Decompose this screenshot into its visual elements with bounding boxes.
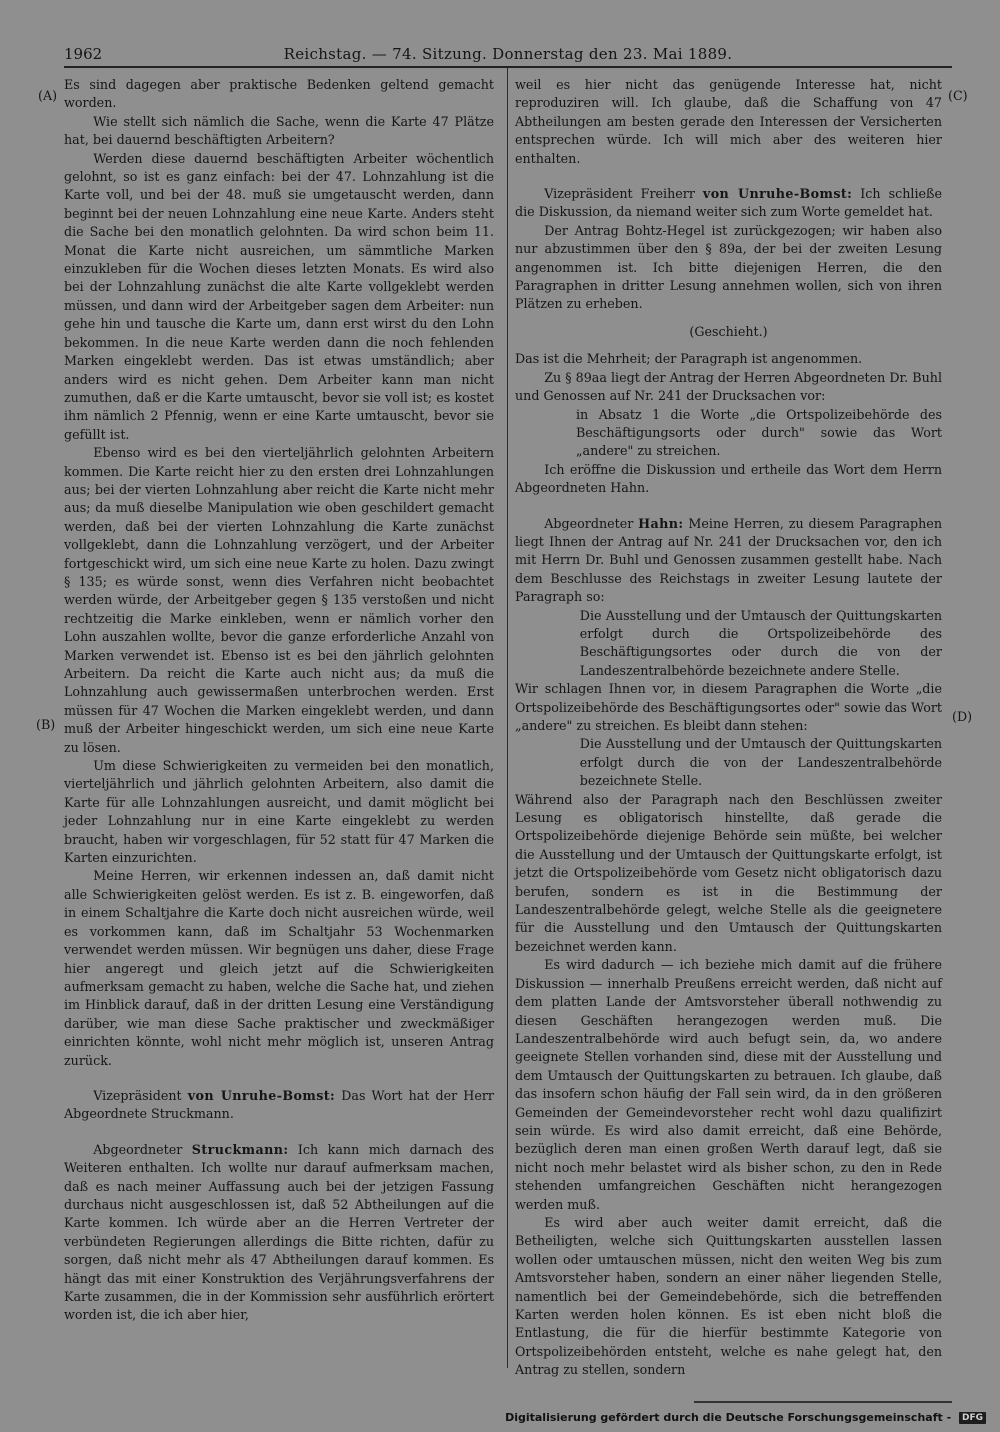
speaker-name: Struckmann: <box>191 1141 289 1157</box>
paragraph: Zu § 89aa liegt der Antrag der Herren Abgeordneten Dr. Buhl und Genossen auf Nr. 241 der Drucksachen vor: <box>515 369 942 404</box>
speaker-name: von Unruhe-Bomst: <box>187 1087 336 1103</box>
speaker-prefix: Vizepräsident <box>93 1087 182 1103</box>
dfg-logo-icon: DFG <box>959 1412 986 1424</box>
footer-text: Digitalisierung gefördert durch die Deutsche Forschungsgemeinschaft - <box>505 1411 952 1424</box>
speech-text: Meine Herren, zu diesem Paragraphen liegt Ihnen der Antrag auf Nr. 241 der Drucksachen vor, den ich mit Herrn Dr. Buhl und Genossen zusammen gestellt habe. Nach dem Beschlusse des Reichstags in zweiter Lesung lautete der Paragraph so: <box>515 515 942 605</box>
speaker-name: Hahn: <box>638 515 684 531</box>
speech-text: Ich schließe die Diskussion, da niemand weiter sich zum Worte gemeldet hat. <box>515 186 942 220</box>
speaker-prefix: Abgeordneter <box>93 1141 183 1157</box>
speaker-name: von Unruhe-Bomst: <box>702 186 853 202</box>
stage-direction: (Geschieht.) <box>689 323 768 339</box>
law-quote: Die Ausstellung und der Umtausch der Quittungskarten erfolgt durch die von der Landeszentralbehörde bezeichnete Stelle. <box>579 736 942 789</box>
paragraph: Wie stellt sich nämlich die Sache, wenn die Karte 47 Plätze hat, bei dauernd beschäftigten Arbeitern? <box>64 113 494 148</box>
speaker-prefix: Abgeordneter <box>544 515 634 531</box>
motion-quote: in Absatz 1 die Worte „die Ortspolizeibehörde des Beschäftigungsorts oder durch" sowie das Wort „andere" zu streichen. <box>575 406 942 459</box>
speaker-prefix: Vizepräsident Freiherr <box>544 186 695 202</box>
paragraph: Ich eröffne die Diskussion und ertheile das Wort dem Herrn Abgeordneten Hahn. <box>515 461 942 496</box>
paragraph: Der Antrag Bohtz-Hegel ist zurückgezogen; wir haben also nur abzustimmen über den § 89a, der bei der zweiten Lesung angenommen ist. Ich bitte diejenigen Herren, die den Paragraphen in dritter Lesung annehmen wollen, sich von ihren Plätzen zu erheben. <box>515 222 942 312</box>
speaker-paragraph-vizepraesident <box>64 1087 494 1124</box>
speech-text: Ich kann mich darnach des Weiteren enthalten. Ich wollte nur darauf aufmerksam machen, daß es nach meiner Auffassung auch bei der jetzigen Fassung durchaus nicht ausgeschlossen ist, daß 52 Abtheilungen auf die Karte kommen. Ich würde aber an die Herren Vertreter der verbündeten Regierungen allerdings die Bitte richten, dafür zu sorgen, daß nicht mehr als 47 Abtheilungen darauf kommen. Es hängt das mit einer Konstruktion des Verjährungsverfahrens der Karte zusammen, die in der Kommission sehr ausführlich erörtert worden ist, die ich aber hier, <box>64 1141 494 1323</box>
paragraph: Während also der Paragraph nach den Beschlüssen zweiter Lesung es obligatorisch hinstellte, daß gerade die Ortspolizeibehörde diejenige Behörde sein müßte, bei welcher die Ausstellung und der Umtausch der Quittungskarte erfolgt, ist jetzt die Ortspolizeibehörde vom Gesetz nicht obligatorisch dazu berufen, sondern es ist in die Bestimmung der Landeszentralbehörde gelegt, welche Stelle als die geeignetere für die Ausstellung und den Umtausch der Quittungskarten bezeichnet werden kann. <box>515 791 942 954</box>
speaker-paragraph-struckmann <box>64 1141 494 1325</box>
paragraph: Wir schlagen Ihnen vor, in diesem Paragraphen die Worte „die Ortspolizeibehörde des Beschäftigungsortes oder" sowie das Wort „andere" zu streichen. Es bleibt dann stehen: <box>515 681 942 733</box>
paragraph: Um diese Schwierigkeiten zu vermeiden bei den monatlich, vierteljährlich und jährlich gelohnten Arbeitern, also damit die Karte für alle Lohnzahlungen ausreicht, und damit möglicht bei jeder Lohnzahlung nur in eine Karte eingeklebt zu werden braucht, haben wir vorgeschlagen, für 52 statt für 47 Marken die Karten einzurichten. <box>64 758 494 866</box>
paragraph: Ebenso wird es bei den vierteljährlich gelohnten Arbeitern kommen. Die Karte reicht hier zu den ersten drei Lohnzahlungen aus; bei der vierten Lohnzahlung aber reicht die Karte nicht mehr aus; da muß dieselbe Manipulation wie oben geschildert gemacht werden, daß bei der vierten Lohnzahlung die Karte zunächst vollgeklebt, dann die Lohnzahlung verzögert, und der Arbeiter fortgeschickt wird, um sich eine neue Karte zu holen. Dazu zwingt § 135; es würde sonst, wenn dies Verfahren nicht beobachtet werden würde, der Arbeitgeber gegen § 135 verstoßen und nicht rechtzeitig die Marke einkleben, wenn er nämlich vorher den Lohn auszahlen wollte, bevor die ganze erforderliche Anzahl von Marken verwendet ist. Ebenso ist es bei den jährlich gelohnten Arbeitern. Da reicht die Karte auch nicht aus; da muß die Lohnzahlung auch gewissermaßen unterbrochen werden. Erst müssen für 47 Wochen die Marken eingeklebt werden, und dann muß der Arbeiter hingeschickt werden, um sich eine neue Karte zu lösen. <box>64 445 494 755</box>
paragraph: Werden diese dauernd beschäftigten Arbeiter wöchentlich gelohnt, so ist es ganz einfach: bei der 47. Lohnzahlung ist die Karte voll, und bei der 48. muß sie umgetauscht werden, dann beginnt bei der neuen Lohnzahlung eine neue Karte. Anders steht die Sache bei den monatlich gelohnten. Da wird schon beim 11. Monat die Karte nicht ausreichen, um sämmtliche Marken einzukleben für die Wochen dieses letzten Monats. Es wird also bei der Lohnzahlung zunächst die alte Karte vollgeklebt werden müssen, und dann wird der Arbeitgeber sagen dem Arbeiter: nun gehe hin und tausche die Karte um, dann erst wirst du den Lohn bekommen. In die neue Karte werden dann die noch fehlenden Marken eingeklebt werden. Das ist etwas umständlich; aber anders wird es nicht gehen. Dem Arbeiter kann man nicht zumuthen, daß er die Karte umtauscht, bevor sie voll ist; es kostet ihm nämlich 2 Pfennig, wenn er eine Karte umtauscht, bevor sie gefüllt ist. <box>64 150 494 442</box>
column-divider <box>507 68 508 1368</box>
footer-credit <box>505 1409 986 1427</box>
paragraph: Das ist die Mehrheit; der Paragraph ist angenommen. <box>515 351 863 367</box>
speech-text: Das Wort hat der Herr Abgeordnete Struckmann. <box>64 1087 494 1122</box>
margin-marker-c: (C) <box>948 88 968 103</box>
page-header <box>64 42 952 66</box>
margin-marker-d: (D) <box>952 709 973 724</box>
law-quote: Die Ausstellung und der Umtausch der Quittungskarten erfolgt durch die Ortspolizeibehörde des Beschäftigungsortes oder durch die von der Landeszentralbehörde bezeichnete andere Stelle. <box>579 607 942 678</box>
page-title: Reichstag. — 74. Sitzung. Donnerstag den 23. Mai 1889. <box>283 45 733 63</box>
margin-marker-b: (B) <box>36 717 56 732</box>
page-number: 1962 <box>64 45 103 63</box>
paragraph: Es wird dadurch — ich beziehe mich damit auf die frühere Diskussion — innerhalb Preußens erreicht werden, daß nicht auf dem platten Lande der Amtsvorsteher überall nothwendig zu diesen Geschäften herangezogen werden muß. Die Landeszentralbehörde wird auch befugt sein, da, wo andere geeignete Stellen vorhanden sind, diese mit der Ausstellung und dem Umtausch der Quittungskarten zu betrauen. Ich glaube, daß das insofern schon häufig der Fall sein wird, da in den größeren Gemeinden der Gemeindevorsteher recht wohl dazu qualifizirt sein würde. Es wird also damit erreicht, daß eine Behörde, bezüglich deren man einen großen Werth darauf legt, daß sie nicht noch mehr belastet wird als bisher schon, zu den in Rede stehenden umfangreichen Geschäften nicht herangezogen werden muß. <box>515 957 942 1212</box>
speaker-paragraph-hahn <box>515 515 942 607</box>
paragraph: Es wird aber auch weiter damit erreicht, daß die Betheiligten, welche sich Quittungskarten ausstellen lassen wollen oder umtauschen müssen, nicht den weiten Weg bis zum Amtsvorsteher haben, sondern an einer näher liegenden Stelle, namentlich bei der Gemeindebehörde, sich die betreffenden Karten werden holen können. Es ist eben nicht bloß die Entlastung, die für die hierfür bestimmte Kategorie von Ortspolizeibehörden entsteht, welche es nahe gelegt hat, den Antrag zu stellen, sondern <box>515 1214 942 1378</box>
margin-marker-a: (A) <box>38 88 58 103</box>
paragraph: Es sind dagegen aber praktische Bedenken geltend gemacht worden. <box>64 77 494 111</box>
paragraph: weil es hier nicht das genügende Interesse hat, nicht reproduziren will. Ich glaube, daß die Schaffung von 47 Abtheilungen am besten gerade den Interessen der Versicherten entsprechen würde. Ich will mich aber des weiteren hier enthalten. <box>515 77 942 166</box>
right-column <box>515 76 942 1380</box>
speaker-paragraph-vizepraesident <box>515 185 942 222</box>
paragraph: Meine Herren, wir erkennen indessen an, daß damit nicht alle Schwierigkeiten gelöst werden. Es ist z. B. eingeworfen, daß in einem Schaltjahre die Karte doch nicht ausreichen würde, weil es vorkommen kann, daß im Schaltjahr 53 Wochenmarken verwendet werden müssen. Wir begnügen uns daher, diese Frage hier angeregt und gleich jetzt auf die Schwierigkeiten aufmerksam gemacht zu haben, welche die Sache hat, und ziehen im Hinblick darauf, daß in der dritten Lesung eine Verständigung darüber, wie man diese Sache praktischer und zweckmäßiger einrichten könnte, wohl nicht mehr möglich ist, unseren Antrag zurück. <box>64 868 494 1068</box>
header-rule <box>64 66 952 68</box>
footer-rule <box>694 1401 952 1403</box>
left-column <box>64 76 494 1325</box>
